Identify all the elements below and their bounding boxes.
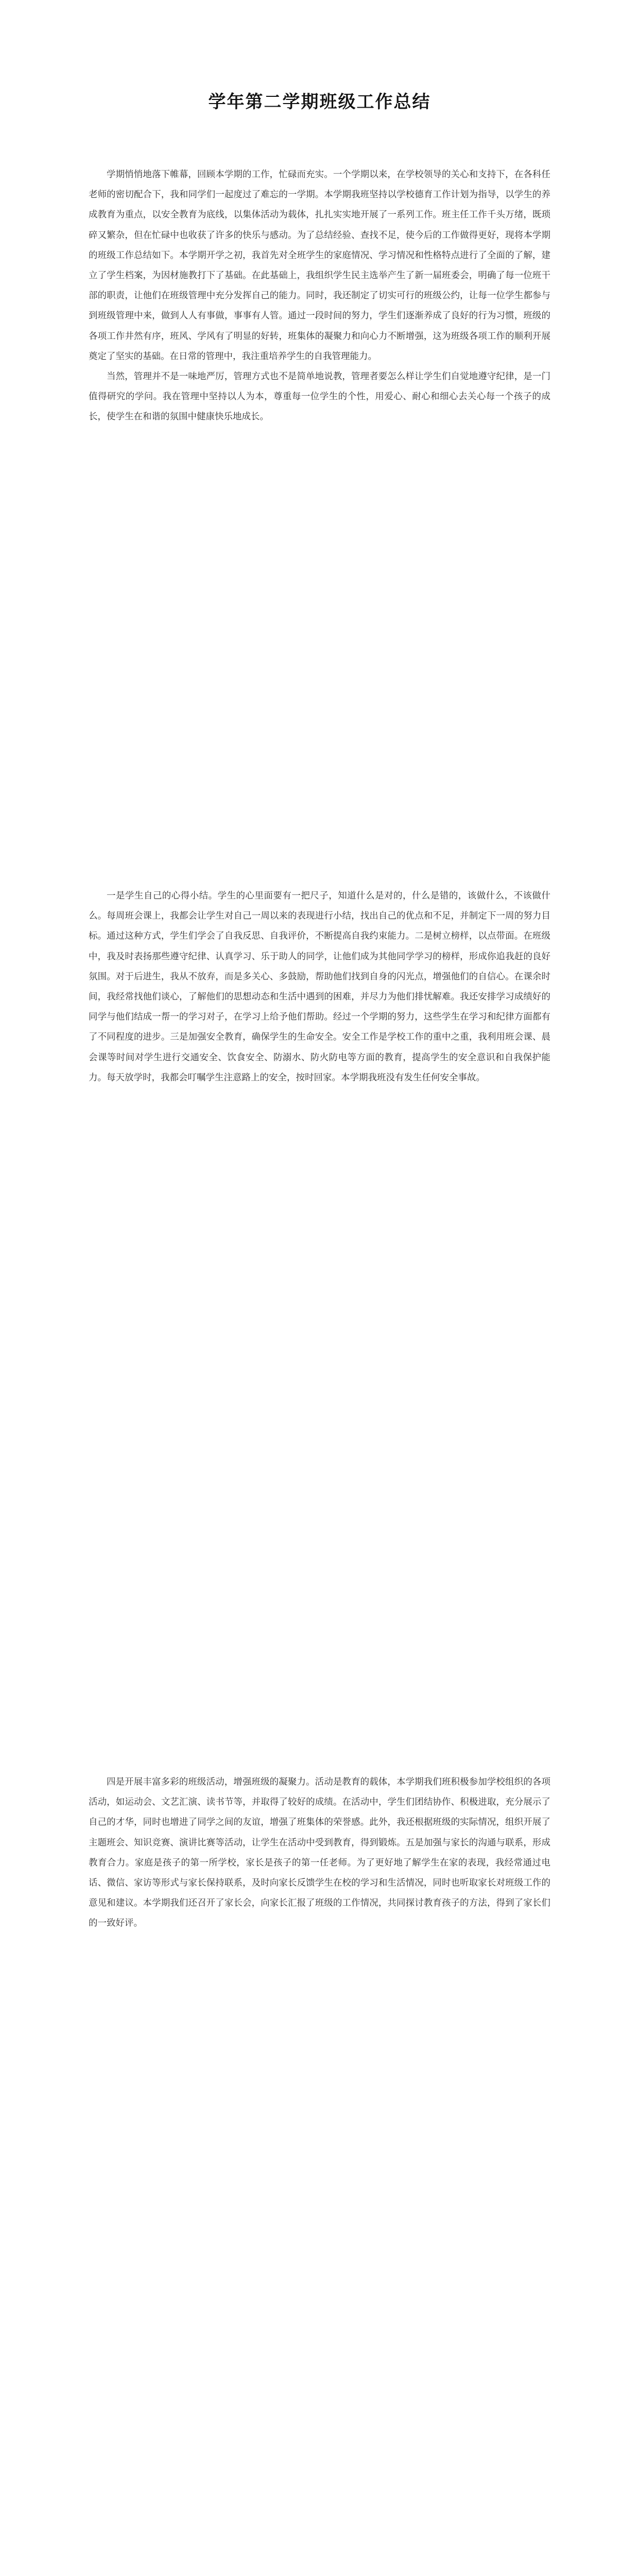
- text-block-3: [89, 1772, 550, 1934]
- paragraph-2: 当然，管理并不是一味地严厉，管理方式也不是简单地说教，管理者要怎么样让学生们自觉地遵守纪律，是一门值得研究的学问。我在管理中坚持以人为本，尊重每一位学生的个性，用爱心、耐心和细心去关心每一个孩子的成长，使学生在和谐的氛围中健康快乐地成长。: [89, 371, 550, 422]
- paragraph-3: 一是学生自己的心得小结。学生的心里面要有一把尺子，知道什么是对的，什么是错的，该做什么，不该做什么。每周班会课上，我都会让学生对自己一周以来的表现进行小结，找出自己的优点和不足，并制定下一周的努力目标。通过这种方式，学生们学会了自我反思、自我评价，不断提高自我约束能力。二是树立榜样，以点带面。在班级中，我及时表扬那些遵守纪律、认真学习、乐于助人的同学，让他们成为其他同学学习的榜样，形成你追我赶的良好氛围。对于后进生，我从不放弃，而是多关心、多鼓励，帮助他们找到自身的闪光点，增强他们的自信心。在课余时间，我经常找他们谈心，了解他们的思想动态和生活中遇到的困难，并尽力为他们排忧解难。我还安排学习成绩好的同学与他们结成一帮一的学习对子，在学习上给予他们帮助。经过一个学期的努力，这些学生在学习和纪律方面都有了不同程度的进步。三是加强安全教育，确保学生的生命安全。安全工作是学校工作的重中之重，我利用班会课、晨会课等时间对学生进行交通安全、饮食安全、防溺水、防火防电等方面的教育，提高学生的安全意识和自我保护能力。每天放学时，我都会叮嘱学生注意路上的安全，按时回家。本学期我班没有发生任何安全事故。: [89, 891, 550, 1083]
- document-title: 学年第二学期班级工作总结: [208, 92, 431, 112]
- text-block-2: [89, 886, 550, 1088]
- text-block-1: [89, 165, 550, 428]
- paragraph-4: 四是开展丰富多彩的班级活动，增强班级的凝聚力。活动是教育的载体，本学期我们班积极参加学校组织的各项活动，如运动会、文艺汇演、读书节等，并取得了较好的成绩。在活动中，学生们团结协作、积极进取，充分展示了自己的才华，同时也增进了同学之间的友谊，增强了班集体的荣誉感。此外，我还根据班级的实际情况，组织开展了主题班会、知识竞赛、演讲比赛等活动，让学生在活动中受到教育，得到锻炼。五是加强与家长的沟通与联系，形成教育合力。家庭是孩子的第一所学校，家长是孩子的第一任老师。为了更好地了解学生在家的表现，我经常通过电话、微信、家访等形式与家长保持联系，及时向家长反馈学生在校的学习和生活情况，同时也听取家长对班级工作的意见和建议。本学期我们还召开了家长会，向家长汇报了班级的工作情况，共同探讨教育孩子的方法，得到了家长们的一致好评。: [89, 1777, 550, 1929]
- paragraph-1: 学期悄悄地落下帷幕，回顾本学期的工作，忙碌而充实。一个学期以来，在学校领导的关心和支持下，在各科任老师的密切配合下，我和同学们一起度过了难忘的一学期。本学期我班坚持以学校德育工作计划为指导，以学生的养成教育为重点，以安全教育为底线，以集体活动为载体，扎扎实实地开展了一系列工作。班主任工作千头万绪，既琐碎又繁杂，但在忙碌中也收获了许多的快乐与感动。为了总结经验、查找不足，使今后的工作做得更好，现将本学期的班级工作总结如下。本学期开学之初，我首先对全班学生的家庭情况、学习情况和性格特点进行了全面的了解，建立了学生档案，为因材施教打下了基础。在此基础上，我组织学生民主选举产生了新一届班委会，明确了每一位班干部的职责，让他们在班级管理中充分发挥自己的能力。同时，我还制定了切实可行的班级公约，让每一位学生都参与到班级管理中来，做到人人有事做，事事有人管。通过一段时间的努力，学生们逐渐养成了良好的行为习惯，班级的各项工作井然有序，班风、学风有了明显的好转，班集体的凝聚力和向心力不断增强，这为班级各项工作的顺利开展奠定了坚实的基础。在日常的管理中，我注重培养学生的自我管理能力。: [89, 170, 550, 362]
